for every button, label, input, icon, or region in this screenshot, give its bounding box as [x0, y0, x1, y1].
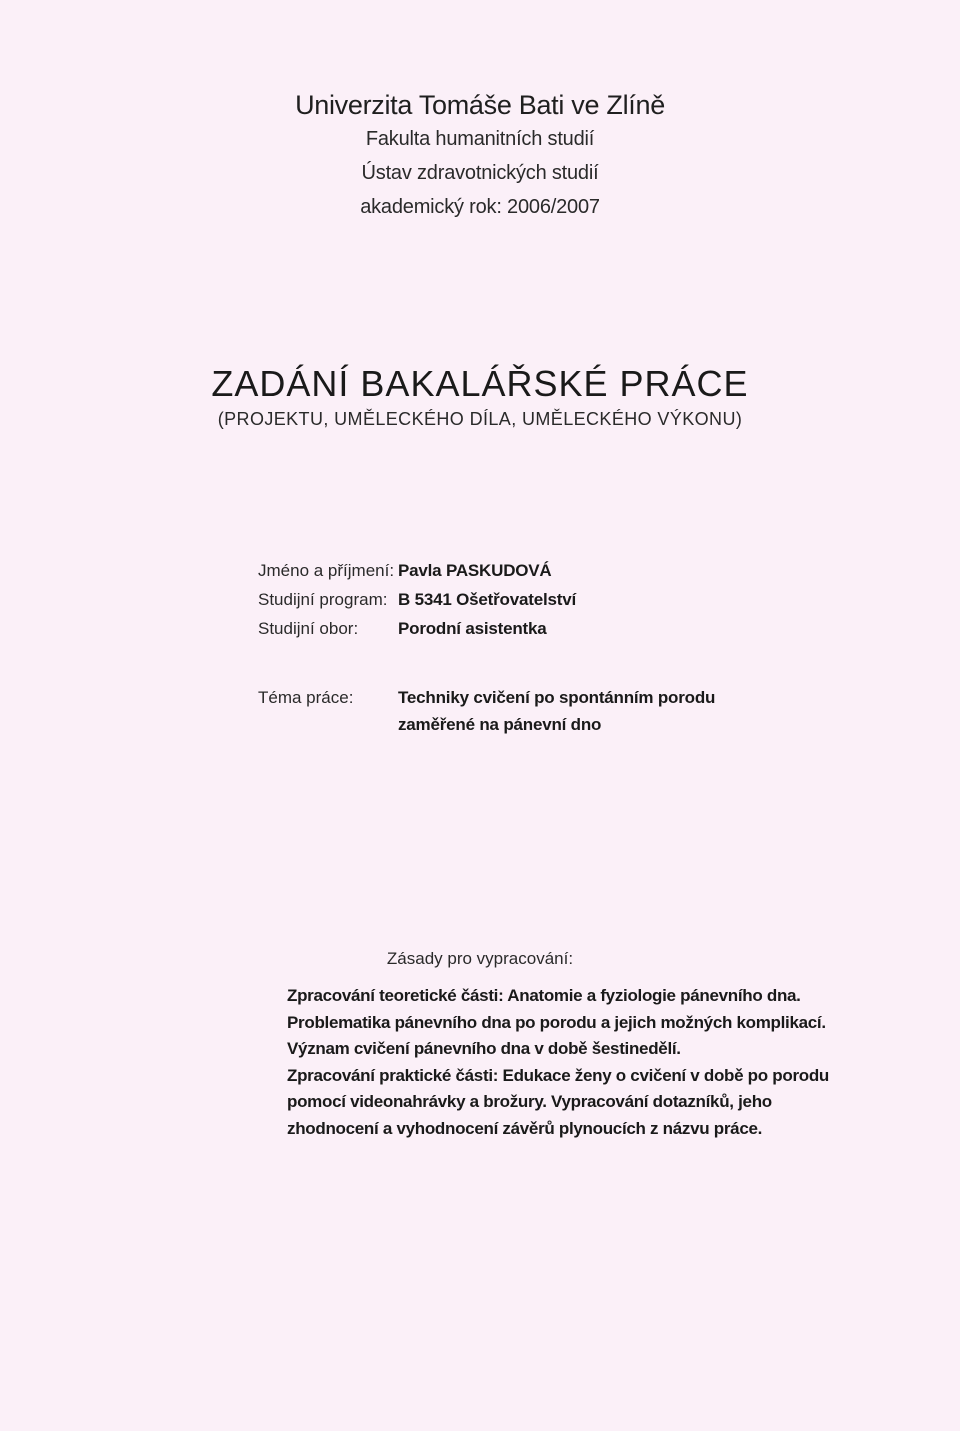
principles-body: [287, 983, 857, 1142]
document-title: ZADÁNÍ BAKALÁŘSKÉ PRÁCE: [211, 363, 749, 404]
name-label: Jméno a příjmení:: [258, 561, 395, 580]
topic-value: Techniky cvičení po spontánním porodu zaměřené na pánevní dno: [398, 688, 716, 734]
institute-name: Ústav zdravotnických studií: [361, 162, 599, 184]
principles-paragraph-theory: Zpracování teoretické části: Anatomie a fyziologie pánevního dna. Problematika pánevního dna po porodu a jejich možných komplikací. Význam cvičení pánevního dna v době šestinedělí.: [287, 986, 826, 1058]
field-value: Porodní asistentka: [398, 619, 547, 638]
academic-year: akademický rok: 2006/2007: [360, 196, 600, 218]
faculty-name: Fakulta humanitních studií: [365, 128, 595, 150]
topic-label: Téma práce:: [258, 688, 354, 707]
field-row-topic: [258, 684, 878, 738]
field-row-program: [258, 585, 858, 614]
principles-paragraph-practice: Zpracování praktické části: Edukace ženy o cvičení v době po porodu pomocí videonahrávky a brožury. Vypracování dotazníků, jeho zhodnocení a vyhodnocení závěrů plynoucích z názvu práce.: [287, 1065, 830, 1138]
name-value: Pavla PASKUDOVÁ: [398, 561, 552, 580]
field-row-field: [258, 614, 858, 643]
document-subtitle: (PROJEKTU, UMĚLECKÉHO DÍLA, UMĚLECKÉHO VÝKONU): [217, 409, 743, 429]
field-row-name: [258, 556, 858, 585]
principles-heading: Zásady pro vypracování:: [386, 949, 574, 968]
title-block: [0, 362, 960, 432]
program-value: B 5341 Ošetřovatelství: [398, 590, 576, 609]
field-label: Studijní obor:: [258, 619, 359, 638]
university-name: Univerzita Tomáše Bati ve Zlíně: [295, 90, 665, 120]
student-fields: [258, 556, 858, 643]
document-header: [0, 88, 960, 224]
program-label: Studijní program:: [258, 590, 388, 609]
